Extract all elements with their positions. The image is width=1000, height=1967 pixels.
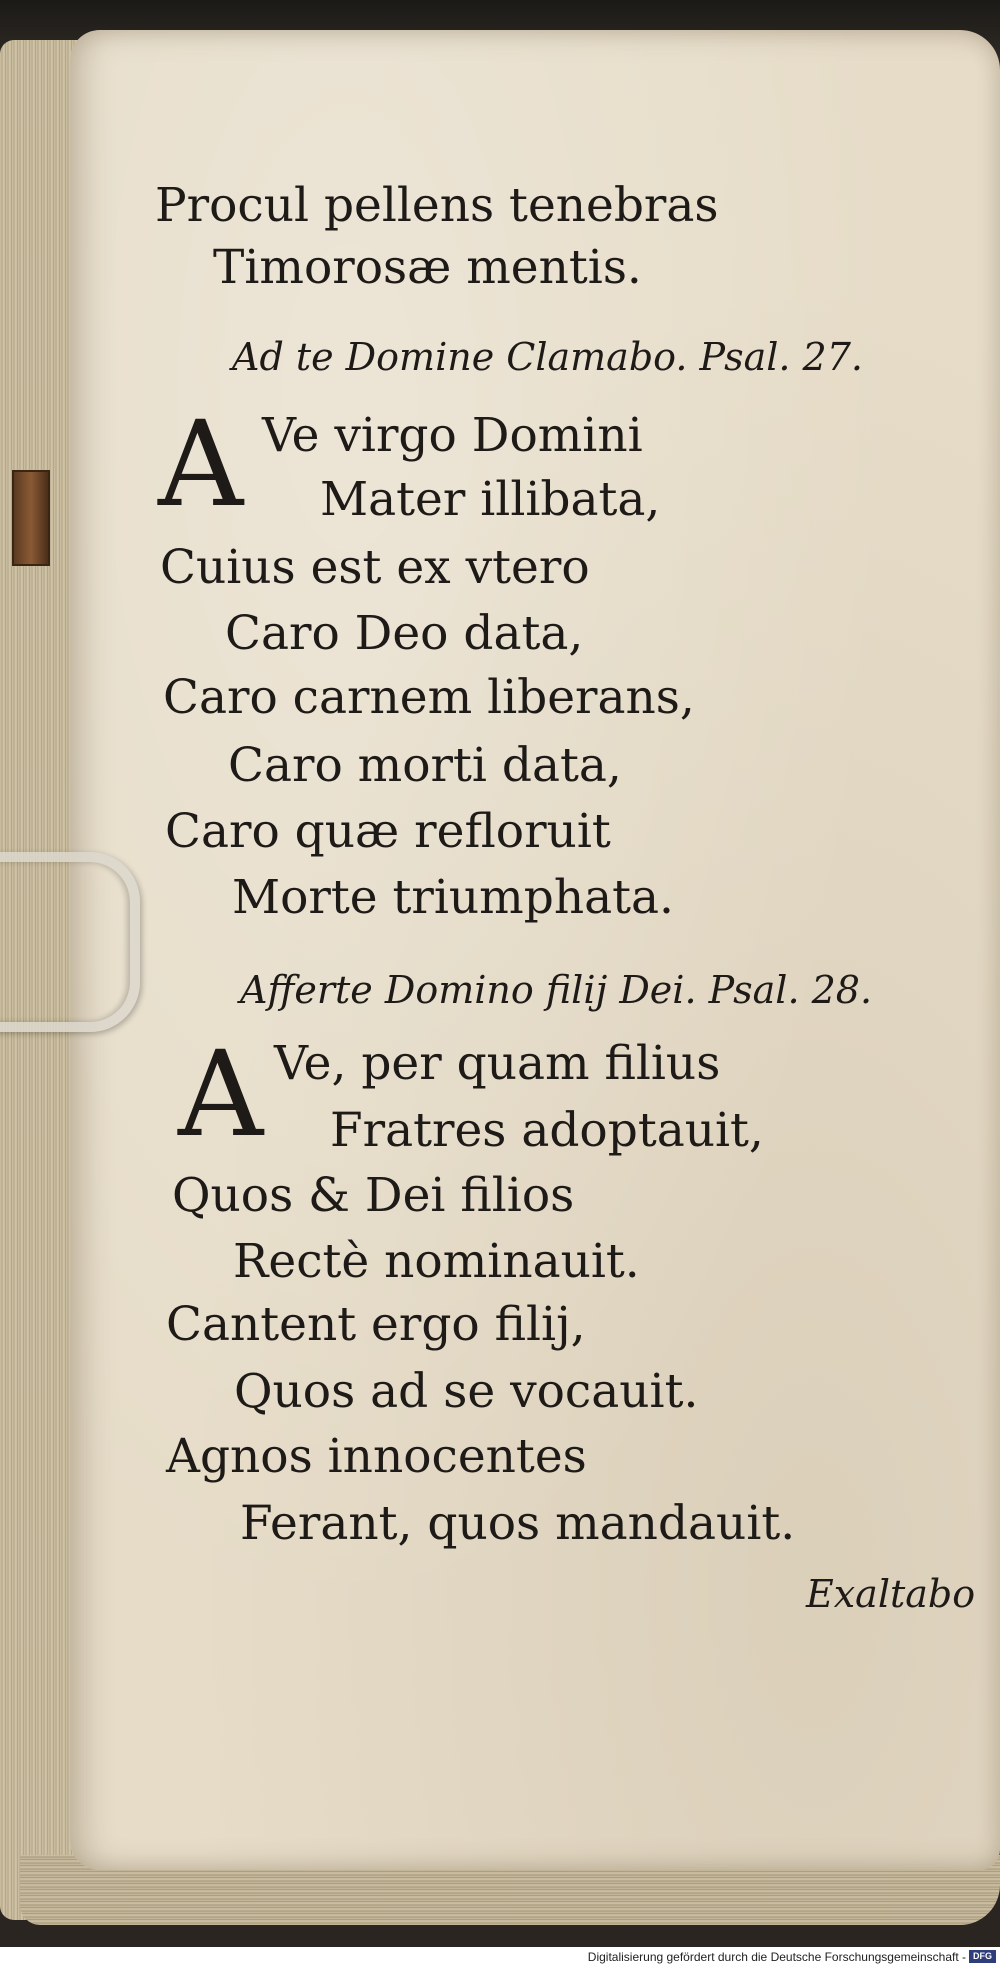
verse-line: Quos & Dei filios [172,1168,575,1223]
digitization-credit: Digitalisierung gefördert durch die Deutsche Forschungsgemeinschaft - [587,1950,966,1964]
verse-line: Procul pellens tenebras [155,178,719,233]
drop-cap: A [178,1025,264,1163]
verse-line: Ve, per quam filius [274,1036,721,1091]
psalm-rubric: Afferte Domino filij Dei. Psal. 28. [240,968,873,1012]
verse-line: Timorosæ mentis. [213,240,642,295]
verse-line: Ve virgo Domini [262,408,643,463]
verse-line: Agnos innocentes [166,1429,587,1484]
psalm-rubric: Ad te Domine Clamabo. Psal. 27. [232,335,863,379]
verse-line: Caro morti data, [228,738,622,793]
verse-line: Ferant, quos mandauit. [240,1496,796,1551]
drop-cap: A [158,395,244,533]
verse-line: Morte triumphata. [232,870,674,925]
verse-line: Caro carnem liberans, [163,670,695,725]
verse-line: Caro quæ refloruit [165,804,611,859]
verse-line: Quos ad se vocauit. [234,1364,699,1419]
dfg-logo-icon: DFG [969,1950,996,1963]
verse-line: Fratres adoptauit, [330,1103,764,1158]
verse-line: Mater illibata, [320,472,661,527]
catchword: Exaltabo [806,1572,976,1616]
verse-line: Caro Deo data, [225,606,584,661]
verse-line: Rectè nominauit. [233,1234,640,1289]
verse-line: Cantent ergo filij, [166,1297,586,1352]
verse-line: Cuius est ex vtero [160,540,590,595]
